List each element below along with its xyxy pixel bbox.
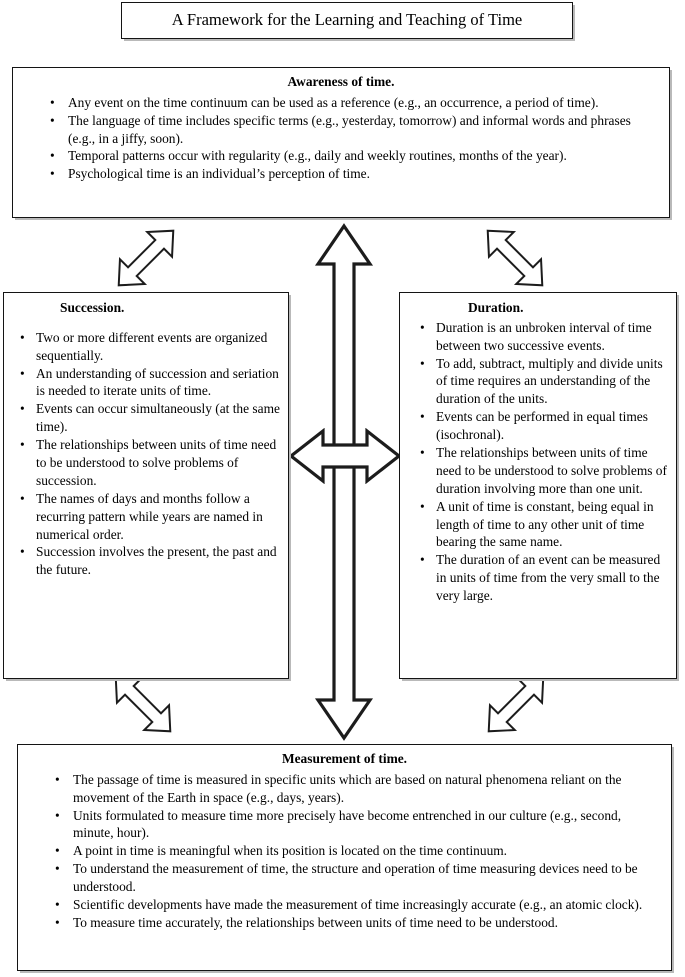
list-item-text: Scientific developments have made the measurement of time increasingly accurate (e.g., an atomic clock). bbox=[73, 896, 643, 912]
duration-box bbox=[399, 292, 677, 679]
list-item-text: The duration of an event can be measured in units of time from the very small to the very large. bbox=[436, 552, 661, 604]
list-item bbox=[23, 165, 659, 183]
list-item bbox=[23, 147, 659, 165]
list-item bbox=[28, 914, 661, 932]
bullet-icon: • bbox=[20, 401, 25, 417]
bullet-icon: • bbox=[55, 807, 60, 823]
bullet-icon: • bbox=[20, 437, 25, 453]
succession-bullet-list bbox=[12, 329, 280, 579]
list-item-text: Events can occur simultaneously (at the same time). bbox=[36, 401, 280, 435]
list-item-text: The relationships between units of time need to be understood to solve problems of succession. bbox=[36, 437, 277, 488]
bullet-icon: • bbox=[55, 771, 60, 787]
list-item bbox=[28, 860, 661, 896]
measurement-bullet-list bbox=[28, 771, 661, 932]
bullet-icon: • bbox=[50, 148, 55, 164]
measurement-of-time-box bbox=[17, 744, 672, 971]
list-item bbox=[12, 490, 280, 544]
bullet-icon: • bbox=[420, 498, 425, 514]
diagonal-double-arrow-nw-se-icon bbox=[473, 227, 557, 289]
bullet-icon: • bbox=[420, 319, 425, 335]
list-item bbox=[408, 551, 668, 605]
bullet-icon: • bbox=[420, 355, 425, 371]
list-item bbox=[12, 329, 280, 365]
list-item-text: Duration is an unbroken interval of time between two successive events. bbox=[436, 319, 652, 353]
list-item bbox=[12, 436, 280, 490]
awareness-heading: Awareness of time. bbox=[287, 74, 395, 89]
list-item-text: The passage of time is measured in specific units which are based on natural phenomena reliant on the movement of the Earth in space (e.g., days, years). bbox=[73, 771, 622, 805]
measurement-heading: Measurement of time. bbox=[281, 751, 408, 766]
list-item-text: The language of time includes specific terms (e.g., yesterday, tomorrow) and informal words and phrases (e.g., in a jiffy, soon). bbox=[68, 112, 631, 146]
bullet-icon: • bbox=[55, 896, 60, 912]
list-item bbox=[23, 112, 659, 148]
bullet-icon: • bbox=[55, 914, 60, 930]
list-item-text: To measure time accurately, the relationships between units of time need to be understood. bbox=[73, 914, 558, 930]
list-item bbox=[12, 365, 280, 401]
list-item-text: Units formulated to measure time more precisely have become entrenched in our culture (e.g., second, minute, hour). bbox=[73, 807, 622, 841]
horizontal-double-arrow-icon bbox=[287, 428, 403, 484]
duration-bullet-list bbox=[408, 319, 668, 605]
awareness-of-time-box bbox=[12, 67, 670, 218]
list-item bbox=[12, 543, 280, 579]
list-item bbox=[408, 444, 668, 498]
diagonal-double-arrow-ne-sw-icon bbox=[104, 227, 188, 289]
list-item-text: The relationships between units of time need to be understood to solve problems of duration involving more than one unit. bbox=[436, 444, 667, 496]
list-item bbox=[23, 94, 659, 112]
list-item-text: To understand the measurement of time, the structure and operation of time measuring devices need to be understood. bbox=[73, 861, 638, 895]
list-item bbox=[408, 408, 668, 444]
bullet-icon: • bbox=[420, 444, 425, 460]
diagram-title-box bbox=[121, 2, 573, 39]
diagonal-double-arrow-nw-se-icon bbox=[101, 673, 185, 735]
bullet-icon: • bbox=[420, 409, 425, 425]
list-item bbox=[28, 896, 661, 914]
list-item-text: Any event on the time continuum can be used as a reference (e.g., an occurrence, a period of time). bbox=[68, 94, 599, 110]
list-item-text: Events can be performed in equal times (isochronal). bbox=[436, 409, 648, 443]
list-item bbox=[28, 842, 661, 860]
diagonal-double-arrow-ne-sw-icon bbox=[474, 673, 558, 735]
bullet-icon: • bbox=[55, 843, 60, 859]
list-item-text: Psychological time is an individual’s perception of time. bbox=[68, 166, 370, 182]
list-item bbox=[408, 355, 668, 409]
bullet-icon: • bbox=[55, 861, 60, 877]
bullet-icon: • bbox=[20, 544, 25, 560]
bullet-icon: • bbox=[420, 552, 425, 568]
succession-heading: Succession. bbox=[60, 300, 125, 315]
bullet-icon: • bbox=[20, 365, 25, 381]
list-item bbox=[12, 400, 280, 436]
list-item bbox=[408, 498, 668, 552]
page-title: A Framework for the Learning and Teaching of Time bbox=[171, 10, 523, 30]
list-item-text: Two or more different events are organized sequentially. bbox=[36, 329, 268, 363]
bullet-icon: • bbox=[50, 94, 55, 110]
list-item-text: A point in time is meaningful when its position is located on the time continuum. bbox=[73, 843, 508, 859]
list-item bbox=[28, 807, 661, 843]
list-item bbox=[408, 319, 668, 355]
bullet-icon: • bbox=[20, 329, 25, 345]
list-item-text: Succession involves the present, the past and the future. bbox=[36, 544, 277, 578]
list-item-text: An understanding of succession and seriation is needed to iterate units of time. bbox=[36, 365, 279, 399]
list-item-text: Temporal patterns occur with regularity (e.g., daily and weekly routines, months of the year). bbox=[68, 148, 567, 164]
bullet-icon: • bbox=[50, 166, 55, 182]
succession-box bbox=[3, 292, 289, 679]
bullet-icon: • bbox=[20, 490, 25, 506]
list-item-text: A unit of time is constant, being equal in length of time to any other unit of time bearing the same name. bbox=[436, 498, 654, 550]
list-item-text: The names of days and months follow a recurring pattern while years are named in numerical order. bbox=[36, 490, 263, 542]
duration-heading: Duration. bbox=[468, 300, 524, 315]
list-item-text: To add, subtract, multiply and divide units of time requires an understanding of the duration of the units. bbox=[436, 355, 663, 407]
list-item bbox=[28, 771, 661, 807]
bullet-icon: • bbox=[50, 112, 55, 128]
awareness-bullet-list bbox=[23, 94, 659, 183]
